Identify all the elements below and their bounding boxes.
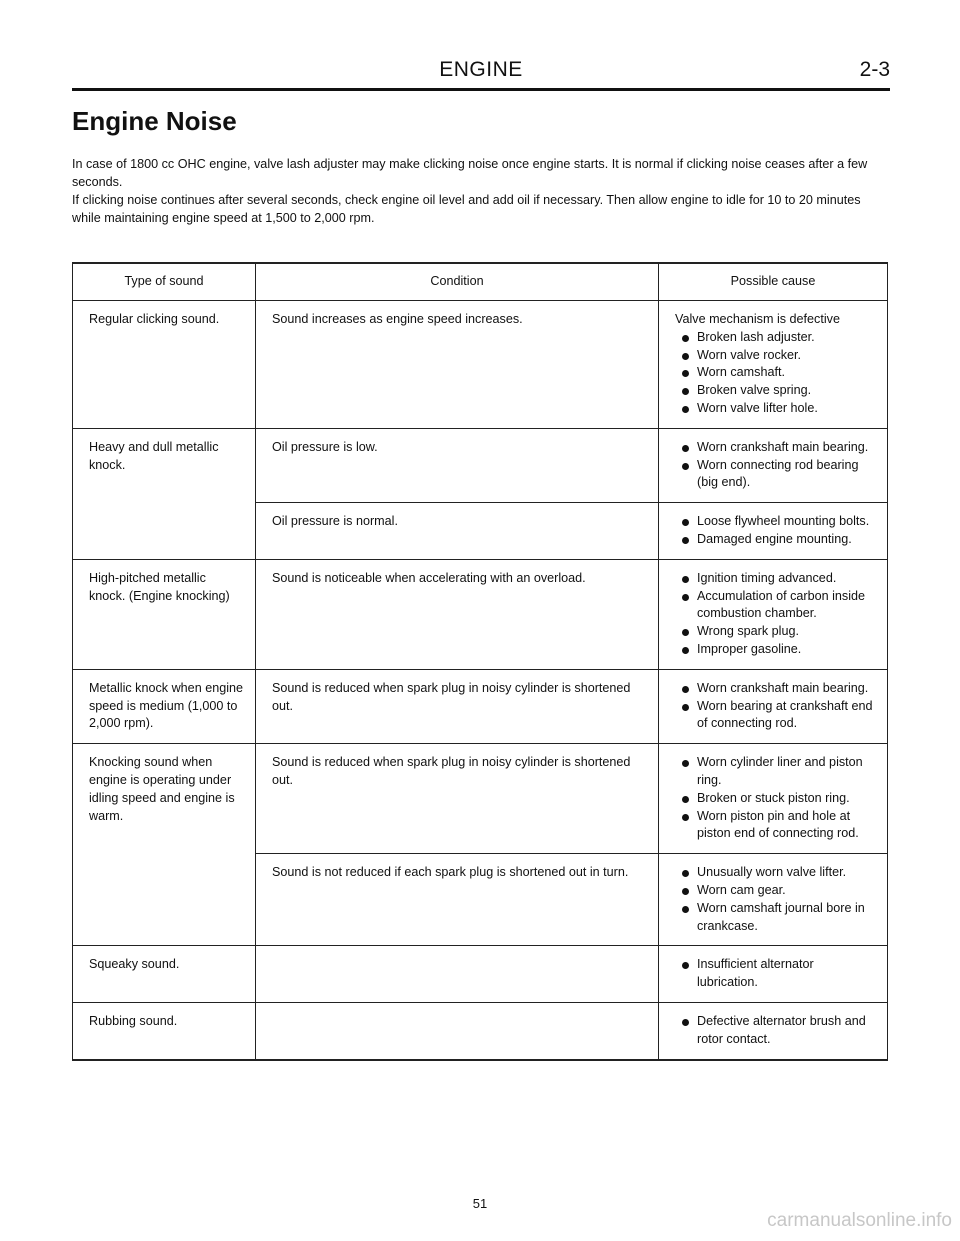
cause-item: Improper gasoline. [675, 641, 877, 659]
cause-list [675, 680, 877, 733]
cause-item: Worn camshaft journal bore in crankcase. [675, 900, 877, 936]
condition-cell: Sound increases as engine speed increases. [256, 301, 659, 429]
cause-item: Worn camshaft. [675, 364, 877, 382]
cause-list [675, 329, 877, 418]
cause-item: Loose flywheel mounting bolts. [675, 513, 877, 531]
table-row [73, 301, 888, 429]
intro-text [72, 155, 888, 227]
condition-cell: Sound is not reduced if each spark plug is shortened out in turn. [256, 854, 659, 946]
cause-list [675, 439, 877, 492]
cause-item: Defective alternator brush and rotor contact. [675, 1013, 877, 1049]
cause-item: Wrong spark plug. [675, 623, 877, 641]
page-title: Engine Noise [72, 106, 237, 136]
cause-list [675, 956, 877, 992]
cause-list [675, 513, 877, 549]
condition-cell [256, 1002, 659, 1059]
intro-paragraph: In case of 1800 cc OHC engine, valve lash adjuster may make clicking noise once engine starts. It is normal if clicking noise ceases after a few seconds. [72, 157, 868, 189]
cause-item: Worn cylinder liner and piston ring. [675, 754, 877, 790]
sound-type-cell: Regular clicking sound. [73, 301, 256, 429]
cause-cell [659, 559, 888, 669]
sound-type-cell: Rubbing sound. [73, 1002, 256, 1059]
sound-type-cell: Knocking sound when engine is operating under idling speed and engine is warm. [73, 744, 256, 946]
cause-item: Worn connecting rod bearing (big end). [675, 457, 877, 493]
cause-list [675, 570, 877, 659]
cause-cell [659, 503, 888, 560]
sound-type-cell: Squeaky sound. [73, 946, 256, 1003]
table-row [73, 428, 888, 502]
table-row [73, 1002, 888, 1059]
table-row [73, 559, 888, 669]
cause-item: Broken lash adjuster. [675, 329, 877, 347]
column-header-cause: Possible cause [659, 263, 888, 301]
cause-cell [659, 854, 888, 946]
cause-item: Worn crankshaft main bearing. [675, 680, 877, 698]
table-row [73, 669, 888, 743]
cause-item: Worn valve rocker. [675, 347, 877, 365]
cause-cell [659, 301, 888, 429]
page-header [72, 54, 890, 91]
section-page-code: 2-3 [859, 58, 890, 81]
cause-item: Broken valve spring. [675, 382, 877, 400]
cause-item: Worn bearing at crankshaft end of connecting rod. [675, 698, 877, 734]
cause-item: Worn valve lifter hole. [675, 400, 877, 418]
engine-noise-table [72, 262, 888, 1061]
cause-list [675, 754, 877, 843]
cause-item: Broken or stuck piston ring. [675, 790, 877, 808]
sound-type-cell: Heavy and dull metallic knock. [73, 428, 256, 559]
cause-item: Insufficient alternator lubrication. [675, 956, 877, 992]
cause-item: Unusually worn valve lifter. [675, 864, 877, 882]
condition-cell: Sound is reduced when spark plug in noisy cylinder is shortened out. [256, 744, 659, 854]
cause-list [675, 1013, 877, 1049]
sound-type-cell: High-pitched metallic knock. (Engine knocking) [73, 559, 256, 669]
cause-cell [659, 946, 888, 1003]
page-number: 51 [472, 1196, 488, 1211]
intro-paragraph: If clicking noise continues after several seconds, check engine oil level and add oil if necessary. Then allow engine to idle for 10 to 20 minutes while maintaining engine speed at 1,500 to 2,000 rpm. [72, 193, 861, 225]
cause-cell [659, 744, 888, 854]
cause-item: Damaged engine mounting. [675, 531, 877, 549]
section-title: ENGINE [439, 58, 523, 81]
cause-item: Worn piston pin and hole at piston end of connecting rod. [675, 808, 877, 844]
condition-cell: Oil pressure is normal. [256, 503, 659, 560]
table-row [73, 946, 888, 1003]
cause-cell [659, 1002, 888, 1059]
condition-cell: Sound is noticeable when accelerating with an overload. [256, 559, 659, 669]
cause-item: Worn crankshaft main bearing. [675, 439, 877, 457]
condition-cell: Sound is reduced when spark plug in noisy cylinder is shortened out. [256, 669, 659, 743]
sound-type-cell: Metallic knock when engine speed is medium (1,000 to 2,000 rpm). [73, 669, 256, 743]
cause-item: Worn cam gear. [675, 882, 877, 900]
table-row [73, 744, 888, 854]
condition-cell [256, 946, 659, 1003]
table-header-row [73, 263, 888, 301]
cause-item: Accumulation of carbon inside combustion chamber. [675, 588, 877, 624]
column-header-condition: Condition [256, 263, 659, 301]
watermark: carmanualsonline.info [767, 1210, 952, 1231]
cause-cell [659, 428, 888, 502]
column-header-type: Type of sound [73, 263, 256, 301]
cause-cell [659, 669, 888, 743]
cause-lead: Valve mechanism is defective [675, 312, 840, 326]
condition-cell: Oil pressure is low. [256, 428, 659, 502]
cause-list [675, 864, 877, 935]
cause-item: Ignition timing advanced. [675, 570, 877, 588]
